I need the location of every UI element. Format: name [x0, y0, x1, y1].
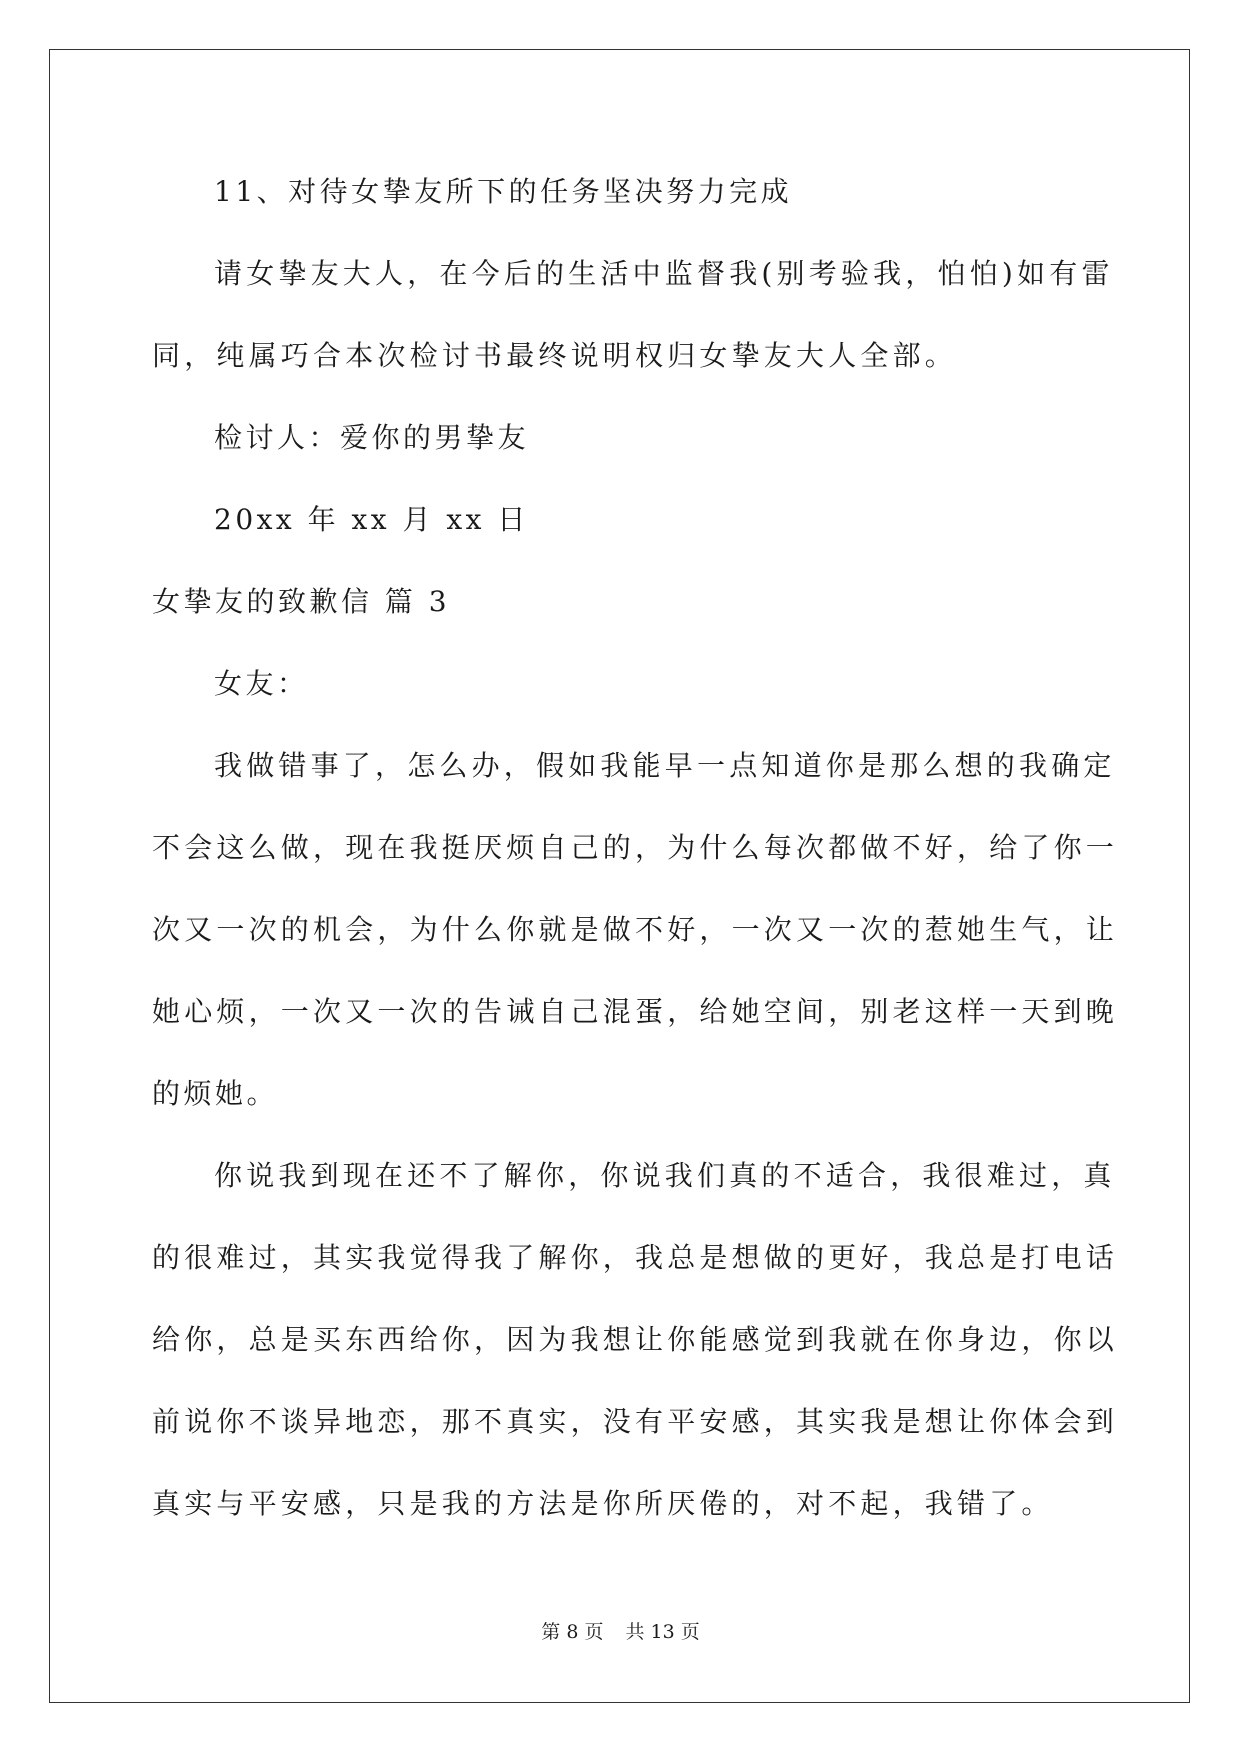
paragraph-1-line-4: 她心烦，一次又一次的告诫自己混蛋，给她空间，别老这样一天到晚: [152, 995, 1119, 1028]
page-footer: [0, 1620, 1241, 1644]
text-line-request-cont: 同，纯属巧合本次检讨书最终说明权归女挚友大人全部。: [152, 339, 958, 372]
text-line-list-item-11: 11、对待女挚友所下的任务坚决努力完成: [214, 175, 793, 208]
paragraph-2-line-2: 的很难过，其实我觉得我了解你，我总是想做的更好，我总是打电话: [152, 1241, 1119, 1274]
current-page-number: 第 8 页: [541, 1621, 604, 1643]
paragraph-2-line-5: 真实与平安感，只是我的方法是你所厌倦的，对不起，我错了。: [152, 1487, 1054, 1520]
salutation: 女友：: [214, 667, 309, 700]
date-line: 20xx 年 xx 月 xx 日: [214, 503, 529, 536]
total-page-count: 共 13 页: [625, 1621, 700, 1643]
paragraph-2-line-1: 你说我到现在还不了解你，你说我们真的不适合，我很难过，真: [214, 1159, 1116, 1192]
text-line-request: 请女挚友大人，在今后的生活中监督我(别考验我，怕怕)如有雷: [214, 257, 1114, 290]
signature-line: 检讨人：爱你的男挚友: [214, 421, 530, 454]
section-heading: 女挚友的致歉信 篇 3: [152, 585, 451, 618]
paragraph-1-line-3: 次又一次的机会，为什么你就是做不好，一次又一次的惹她生气，让: [152, 913, 1119, 946]
paragraph-1-line-2: 不会这么做，现在我挺厌烦自己的，为什么每次都做不好，给了你一: [152, 831, 1119, 864]
paragraph-1-line-5: 的烦她。: [152, 1077, 279, 1110]
paragraph-2-line-3: 给你，总是买东西给你，因为我想让你能感觉到我就在你身边，你以: [152, 1323, 1119, 1356]
paragraph-1-line-1: 我做错事了，怎么办，假如我能早一点知道你是那么想的我确定: [214, 749, 1116, 782]
page-border: [49, 49, 1190, 1703]
paragraph-2-line-4: 前说你不谈异地恋，那不真实，没有平安感，其实我是想让你体会到: [152, 1405, 1119, 1438]
